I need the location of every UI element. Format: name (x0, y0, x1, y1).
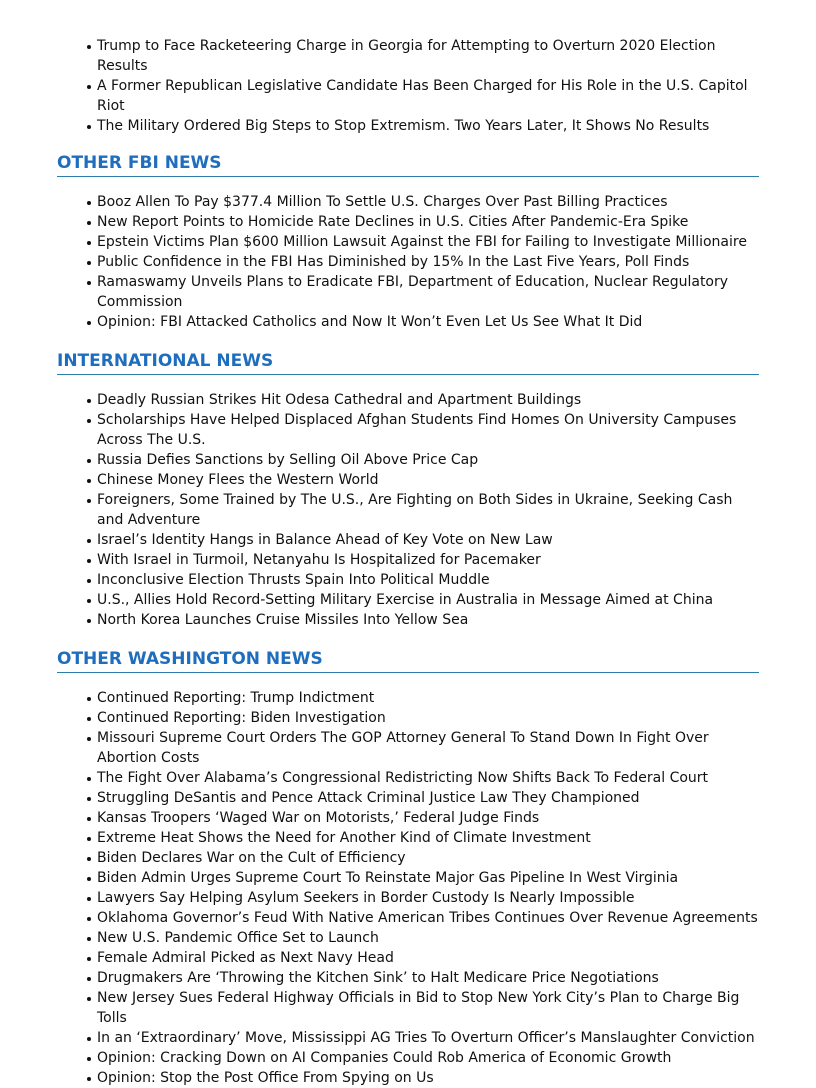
news-link[interactable]: Missouri Supreme Court Orders The GOP Attorney General To Stand Down In Fight Over Abortion Costs (97, 728, 759, 768)
news-link[interactable]: Struggling DeSantis and Pence Attack Criminal Justice Law They Championed (97, 788, 759, 808)
news-link[interactable]: Public Confidence in the FBI Has Diminished by 15% In the Last Five Years, Poll Finds (97, 252, 759, 272)
news-link[interactable]: Continued Reporting: Trump Indictment (97, 688, 759, 708)
news-link[interactable]: Biden Admin Urges Supreme Court To Reinstate Major Gas Pipeline In West Virginia (97, 868, 759, 888)
news-link[interactable]: Epstein Victims Plan $600 Million Lawsuit Against the FBI for Failing to Investigate Millionaire (97, 232, 759, 252)
news-link[interactable]: Ramaswamy Unveils Plans to Eradicate FBI, Department of Education, Nuclear Regulatory Commission (97, 272, 759, 312)
news-link[interactable]: Extreme Heat Shows the Need for Another Kind of Climate Investment (97, 828, 759, 848)
news-link[interactable]: The Fight Over Alabama’s Congressional Redistricting Now Shifts Back To Federal Court (97, 768, 759, 788)
news-link[interactable]: With Israel in Turmoil, Netanyahu Is Hospitalized for Pacemaker (97, 550, 759, 570)
news-link[interactable]: Opinion: FBI Attacked Catholics and Now It Won’t Even Let Us See What It Did (97, 312, 759, 332)
news-link[interactable]: Biden Declares War on the Cult of Efficiency (97, 848, 759, 868)
news-link[interactable]: Drugmakers Are ‘Throwing the Kitchen Sink’ to Halt Medicare Price Negotiations (97, 968, 759, 988)
news-link[interactable]: In an ‘Extraordinary’ Move, Mississippi AG Tries To Overturn Officer’s Manslaughter Conviction (97, 1028, 759, 1048)
news-link[interactable]: Continued Reporting: Biden Investigation (97, 708, 759, 728)
news-link[interactable]: Female Admiral Picked as Next Navy Head (97, 948, 759, 968)
news-link[interactable]: Israel’s Identity Hangs in Balance Ahead of Key Vote on New Law (97, 530, 759, 550)
news-link[interactable]: Trump to Face Racketeering Charge in Georgia for Attempting to Overturn 2020 Election Results (97, 36, 759, 76)
news-list (57, 192, 759, 332)
news-link[interactable]: Oklahoma Governor’s Feud With Native American Tribes Continues Over Revenue Agreements (97, 910, 758, 926)
news-link[interactable]: Lawyers Say Helping Asylum Seekers in Border Custody Is Nearly Impossible (97, 888, 759, 908)
news-list (57, 688, 759, 1088)
news-link[interactable]: New Report Points to Homicide Rate Declines in U.S. Cities After Pandemic-Era Spike (97, 212, 759, 232)
news-link[interactable]: Deadly Russian Strikes Hit Odesa Cathedral and Apartment Buildings (97, 390, 759, 410)
section-title: INTERNATIONAL NEWS (57, 350, 759, 375)
news-link[interactable]: The Military Ordered Big Steps to Stop Extremism. Two Years Later, It Shows No Results (97, 116, 759, 136)
section-international-news (57, 350, 759, 630)
news-link[interactable]: New Jersey Sues Federal Highway Officials in Bid to Stop New York City’s Plan to Charge Big Tolls (97, 988, 759, 1028)
news-link[interactable]: Opinion: Stop the Post Office From Spying on Us (97, 1068, 759, 1088)
news-link[interactable]: Russia Defies Sanctions by Selling Oil Above Price Cap (97, 450, 759, 470)
section-title: OTHER WASHINGTON NEWS (57, 648, 759, 673)
news-link[interactable]: U.S., Allies Hold Record-Setting Military Exercise in Australia in Message Aimed at China (97, 590, 759, 610)
news-link[interactable]: Booz Allen To Pay $377.4 Million To Settle U.S. Charges Over Past Billing Practices (97, 192, 759, 212)
news-link[interactable]: Inconclusive Election Thrusts Spain Into Political Muddle (97, 570, 759, 590)
news-link[interactable]: Chinese Money Flees the Western World (97, 470, 759, 490)
news-link[interactable]: Scholarships Have Helped Displaced Afghan Students Find Homes On University Campuses Across The U.S. (97, 410, 759, 450)
newsletter-page (57, 36, 759, 1088)
news-link[interactable]: New U.S. Pandemic Office Set to Launch (97, 928, 759, 948)
section-other-fbi-news (57, 152, 759, 332)
section-title: OTHER FBI NEWS (57, 152, 759, 177)
section-other-washington-news (57, 648, 759, 1088)
top-news-list (57, 36, 759, 136)
news-link[interactable]: Opinion: Cracking Down on AI Companies Could Rob America of Economic Growth (97, 1048, 759, 1068)
news-list (57, 390, 759, 630)
news-link[interactable]: A Former Republican Legislative Candidate Has Been Charged for His Role in the U.S. Capitol Riot (97, 76, 759, 116)
news-link[interactable]: Foreigners, Some Trained by The U.S., Are Fighting on Both Sides in Ukraine, Seeking Cash and Adventure (97, 490, 759, 530)
news-link[interactable]: Kansas Troopers ‘Waged War on Motorists,’ Federal Judge Finds (97, 808, 759, 828)
news-link[interactable]: North Korea Launches Cruise Missiles Into Yellow Sea (97, 610, 759, 630)
